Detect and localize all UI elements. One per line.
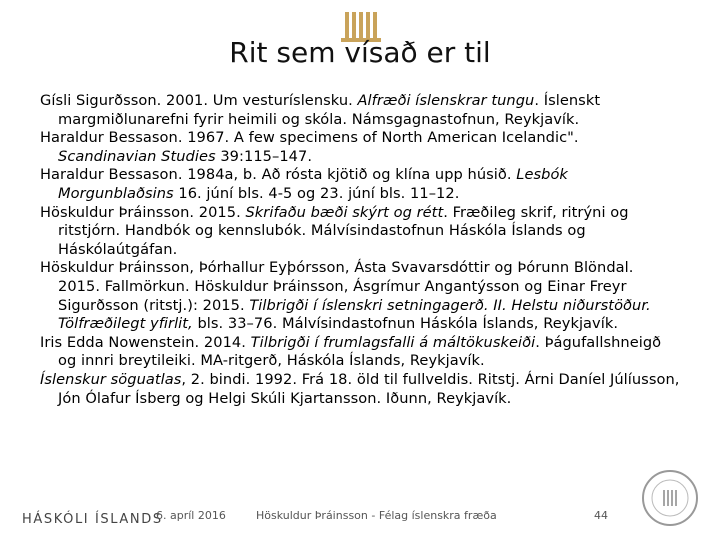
reference-text: Höskuldur Þráinsson. 2015. [40, 203, 246, 221]
reference-text: bls. 33–76. Málvísindastofnun Háskóla Íslands, Reykjavík. [192, 315, 619, 333]
reference-title: Skrifaðu bæði skýrt og rétt [245, 203, 444, 221]
university-seal-icon [640, 468, 700, 528]
footer-date: 6. apríl 2016 [156, 509, 226, 522]
reference-entry [40, 259, 680, 333]
reference-text: Haraldur Bessason. 1967. A few specimens of North American Icelandic". [40, 129, 579, 147]
reference-text: , 2. bindi. 1992. Frá 18. öld til fullveldis. Ritstj. Árni Daníel Júlíusson, Jón Ólafur Ísberg og Helgi Skúli Kjartansson. Iðunn, Reykjavík. [58, 370, 680, 407]
reference-title: Alfræði íslenskrar tungu [357, 92, 535, 109]
footer-logo-text: HÁSKÓLI ÍSLANDS [22, 512, 163, 527]
footer-author: Höskuldur Þráinsson - Félag íslenskra fræða [256, 509, 497, 522]
reference-title: Íslenskur söguatlas [40, 370, 182, 388]
reference-entry [40, 129, 680, 166]
reference-text: 16. júní bls. 4-5 og 23. júní bls. 11–12. [173, 184, 460, 202]
reference-title: Lesbók Morgunblaðsins [58, 166, 568, 202]
slide-title: Rit sem vísað er til [229, 36, 491, 69]
reference-text: Höskuldur Þráinsson, Þórhallur Eyþórsson, Ásta Svavarsdóttir og Þórunn Blöndal. 2015. Fallmörkun. Höskuldur Þráinsson, Ásgrímur Angantýsson og Einar Freyr Sigurðsson (ritstj.): 2015. [40, 259, 634, 314]
reference-text: Gísli Sigurðsson. 2001. Um vesturíslensku. [40, 92, 358, 109]
reference-text: 39:115–147. [215, 147, 313, 165]
reference-entry [40, 334, 680, 371]
reference-entry [40, 166, 680, 203]
reference-text: . Íslenskt margmiðlunarefni fyrir heimili og skóla. Námsgagnastofnun, Reykjavík. [58, 92, 601, 128]
reference-list [40, 92, 680, 408]
reference-entry [40, 371, 680, 408]
page-number: 44 [594, 509, 608, 522]
reference-title: Scandinavian Studies [58, 147, 216, 165]
reference-text: Iris Edda Nowenstein. 2014. [40, 333, 251, 351]
reference-entry [40, 92, 680, 129]
reference-text: . Fræðileg skrif, ritrýni og ritstjórn. Handbók og kennslubók. Málvísindastofnun Háskóla Íslands og Háskólaútgáfan. [58, 203, 629, 258]
reference-title: Tilbrigði í íslenskri setningagerð. II. Helstu niðurstöður. Tölfræðilegt yfirlit, [58, 296, 651, 333]
reference-title: Tilbrigði í frumlagsfalli á máltökuskeiði [250, 333, 536, 351]
reference-text: . Þágufallshneigð og innri breytileiki. MA-ritgerð, Háskóla Íslands, Reykjavík. [58, 333, 662, 370]
reference-entry [40, 204, 680, 260]
reference-text: Haraldur Bessason. 1984a, b. Að rósta kjötið og klína upp húsið. [40, 166, 517, 184]
